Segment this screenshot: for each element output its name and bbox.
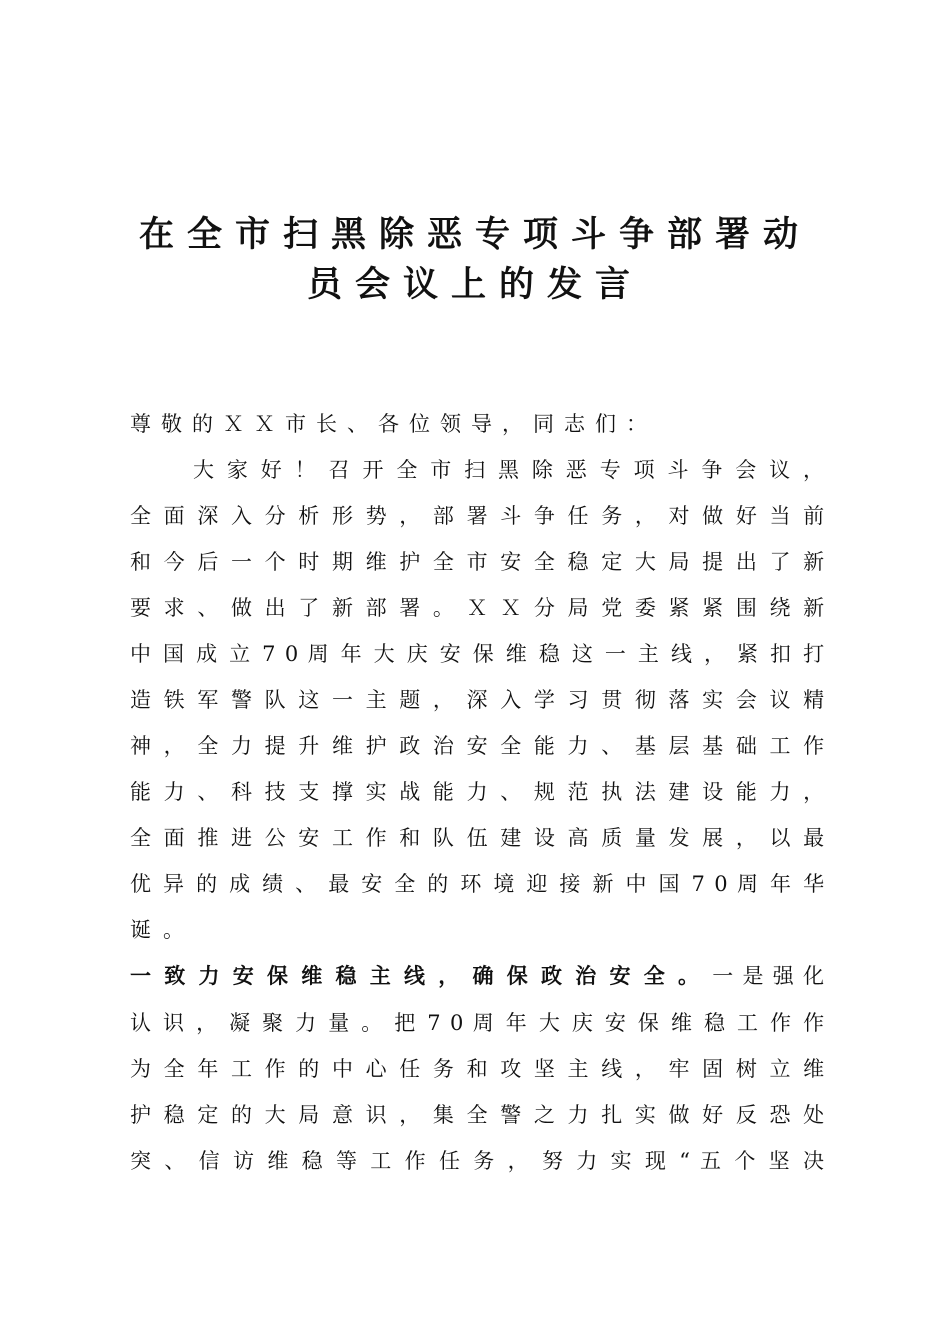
paragraph-line: 优 异 的 成 绩 、 最 安 全 的 环 境 迎 接 新 中 国 7 0 周 年 华 — [130, 872, 825, 896]
paragraph-line: 全 面 深 入 分 析 形 势 ， 部 署 斗 争 任 务 ， 对 做 好 当 前 — [130, 504, 825, 528]
paragraph-line: 要 求 、 做 出 了 新 部 署 。 Ｘ Ｘ 分 局 党 委 紧 紧 围 绕 新 — [130, 596, 825, 620]
document-title-line-1: 在全市扫黑除恶专项斗争部署动 — [138, 215, 811, 255]
document-title-line-2: 员会议上的发言 — [306, 265, 643, 305]
section-heading-line — [130, 961, 824, 991]
section-heading: 一致力安保维稳主线，确保政治安全。 — [130, 964, 713, 988]
paragraph-line: 神 ， 全 力 提 升 维 护 政 治 安 全 能 力 、 基 层 基 础 工 作 — [130, 734, 825, 758]
paragraph-line: 诞。 — [130, 918, 196, 942]
paragraph-line: 造 铁 军 警 队 这 一 主 题 ， 深 入 学 习 贯 彻 落 实 会 议 精 — [130, 688, 825, 712]
paragraph-line: 大 家 好 ！ 召 开 全 市 扫 黑 除 恶 专 项 斗 争 会 议 ， — [193, 458, 825, 482]
paragraph-line: 护 稳 定 的 大 局 意 识 ， 集 全 警 之 力 扎 实 做 好 反 恐 处 — [130, 1103, 825, 1127]
section-first-line-rest: 一是强化 — [712, 964, 824, 988]
paragraph-line: 能 力 、 科 技 支 撑 实 战 能 力 、 规 范 执 法 建 设 能 力 ， — [130, 780, 825, 804]
paragraph-line: 突 、 信 访 维 稳 等 工 作 任 务 ， 努 力 实 现 “ 五 个 坚 决 — [130, 1149, 824, 1173]
paragraph-line: 为 全 年 工 作 的 中 心 任 务 和 攻 坚 主 线 ， 牢 固 树 立 维 — [130, 1057, 825, 1081]
salutation: 尊敬的ＸＸ市长、各位领导，同志们： — [130, 412, 657, 436]
paragraph-line: 全 面 推 进 公 安 工 作 和 队 伍 建 设 高 质 量 发 展 ， 以 最 — [130, 826, 825, 850]
paragraph-line: 认 识 ， 凝 聚 力 量 。 把 7 0 周 年 大 庆 安 保 维 稳 工 作 作 — [130, 1011, 825, 1035]
paragraph-line: 和 今 后 一 个 时 期 维 护 全 市 安 全 稳 定 大 局 提 出 了 新 — [130, 550, 825, 574]
paragraph-line: 中 国 成 立 7 0 周 年 大 庆 安 保 维 稳 这 一 主 线 ， 紧 扣 打 — [130, 642, 825, 666]
